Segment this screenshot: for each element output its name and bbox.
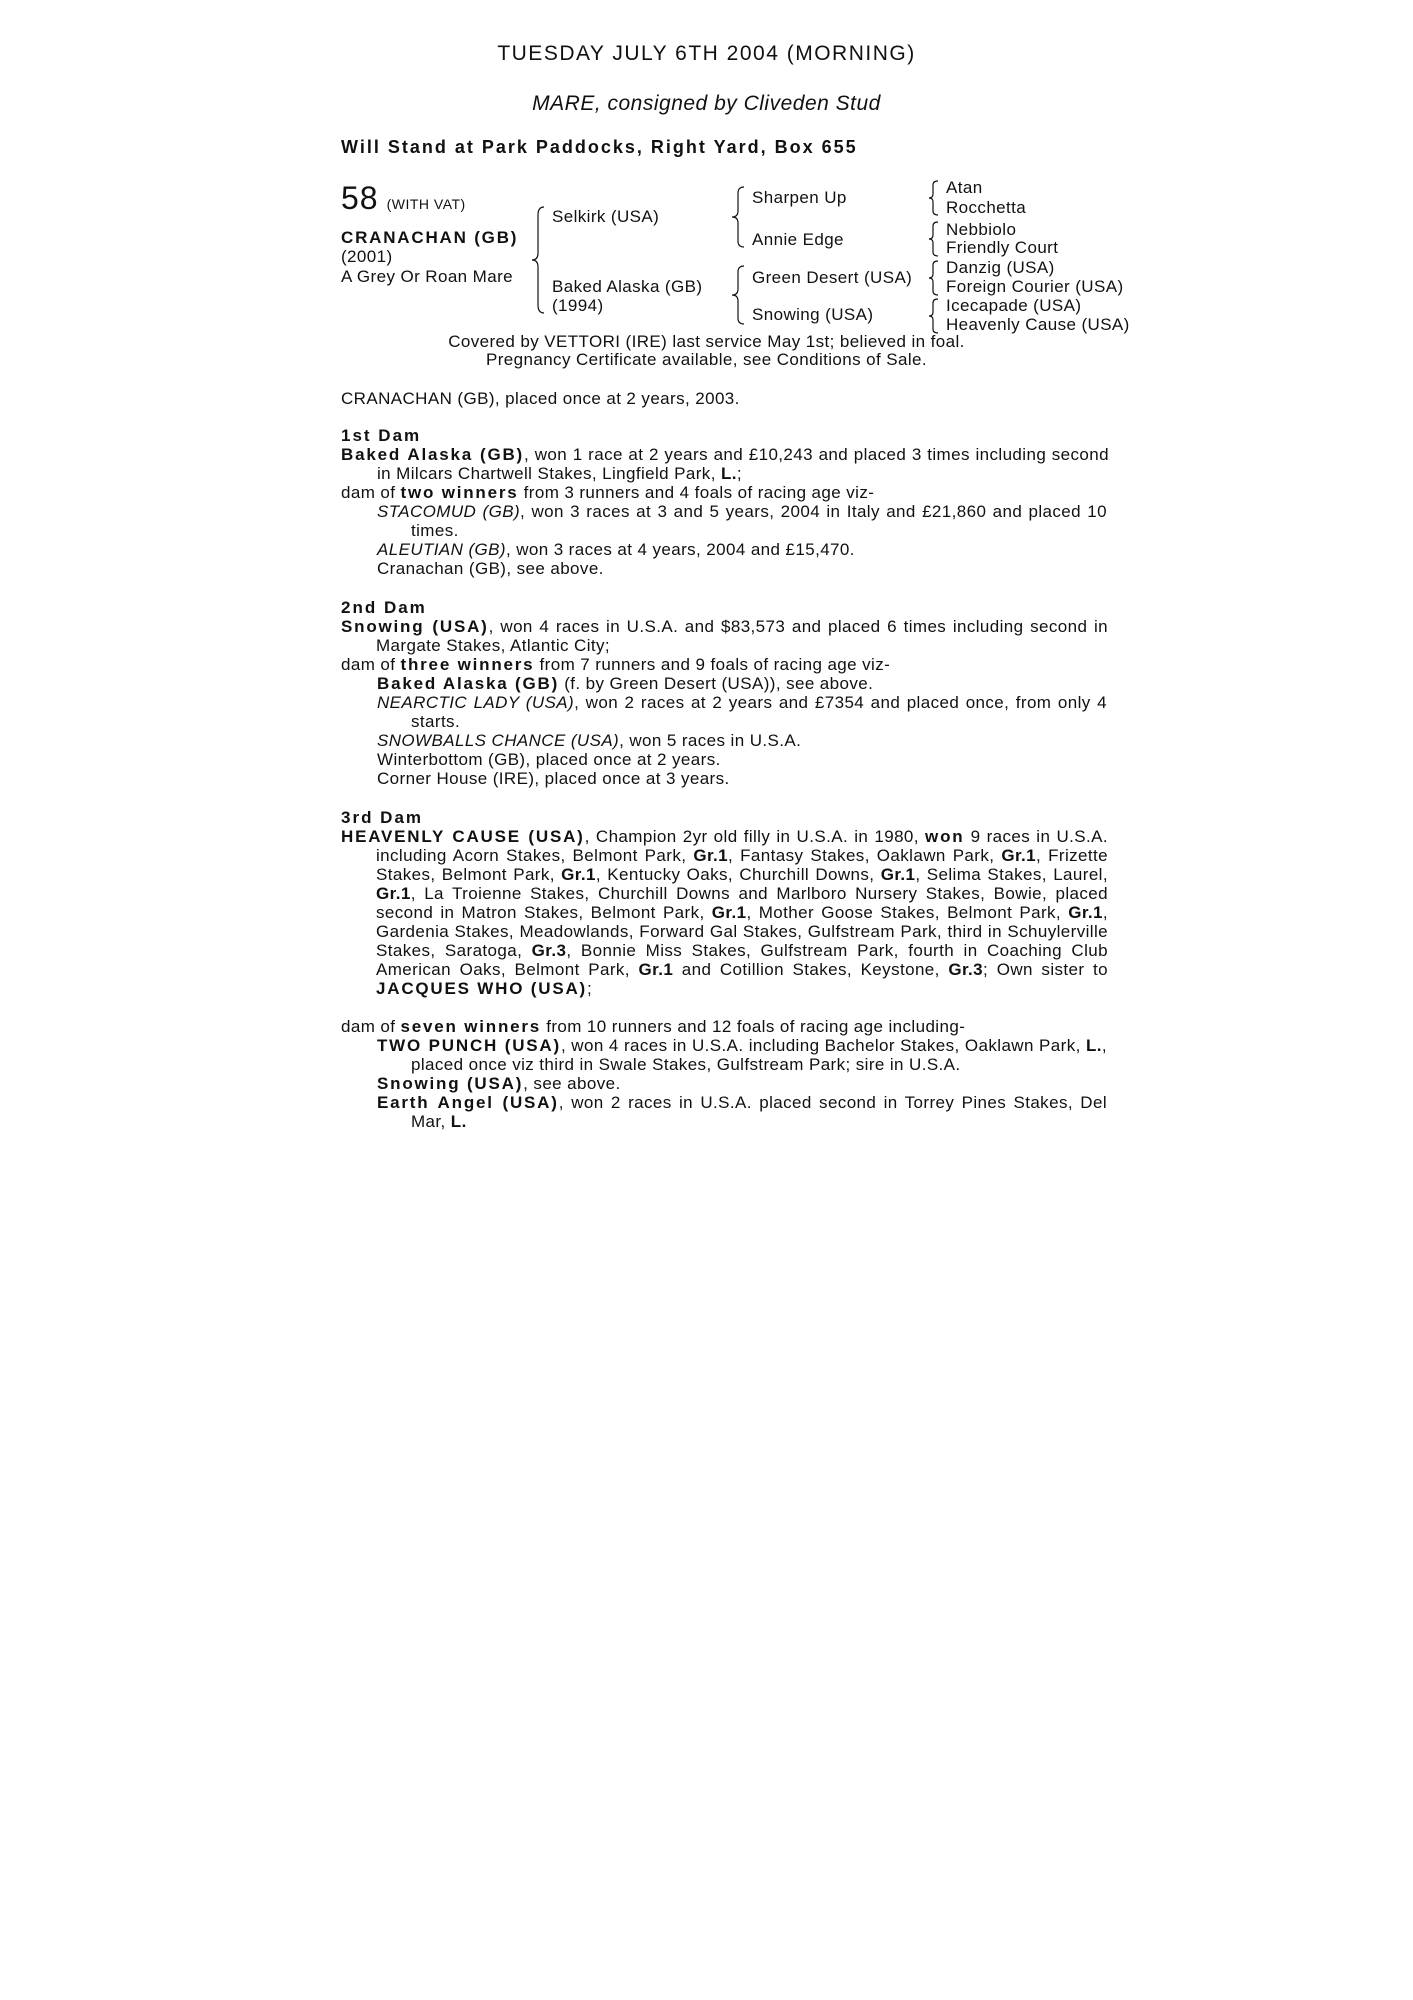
pedigree-dam: Baked Alaska (GB): [552, 277, 703, 296]
first-dam-produce-2: [377, 540, 855, 560]
second-dam-heading: 2nd Dam: [341, 598, 427, 617]
second-dam-produce-2: [377, 693, 1107, 731]
third-dam-r12: ; Own sister to: [983, 960, 1108, 979]
third-dam-of-post: from 10 runners and 12 foals of racing age including-: [541, 1017, 966, 1036]
brace-dam: [730, 264, 750, 326]
pedigree-dam-dam: Snowing (USA): [752, 305, 874, 324]
brace-main: [530, 205, 550, 315]
pedigree-g4: Friendly Court: [946, 238, 1059, 257]
first-dam-of-post: from 3 runners and 4 foals of racing age viz-: [518, 483, 875, 502]
third-dam-record: [341, 827, 1108, 998]
horse-name: CRANACHAN (GB): [341, 228, 519, 247]
vat-label: (WITH VAT): [386, 196, 466, 212]
third-dam-gr1d: Gr.1: [880, 865, 916, 884]
second-dam-produce-3: [377, 731, 801, 751]
pedigree-dam-sire: Green Desert (USA): [752, 268, 913, 287]
pedigree-g5: Danzig (USA): [946, 258, 1055, 277]
second-dam-of-post: from 7 runners and 9 foals of racing age viz-: [534, 655, 891, 674]
third-dam-produce-1-text2: , placed once viz third in Swale Stakes, Gulfstream Park; sire in U.S.A.: [411, 1036, 1107, 1074]
lot-number: 58: [341, 180, 379, 216]
second-dam-produce-1-text: (f. by Green Desert (USA)), see above.: [559, 674, 874, 693]
pedigree-sire: Selkirk (USA): [552, 207, 660, 226]
third-dam-r4: , Frizette Stakes, Belmont Park,: [376, 846, 1108, 884]
first-dam-heading: 1st Dam: [341, 426, 422, 445]
second-dam-produce-2-text: , won 2 races at 2 years and £7354 and placed once, from only 4 starts.: [411, 693, 1107, 731]
third-dam-r6: , Selima Stakes, Laurel,: [915, 865, 1108, 884]
stand-location: Will Stand at Park Paddocks, Right Yard, Box 655: [341, 137, 858, 157]
first-dam-record-end: ;: [736, 464, 743, 483]
second-dam-produce-1-name: Baked Alaska (GB): [377, 674, 560, 693]
third-dam-r1: , Champion 2yr old filly in U.S.A. in 1980,: [584, 827, 926, 846]
pedigree-g8: Heavenly Cause (USA): [946, 315, 1130, 334]
third-dam-heading: 3rd Dam: [341, 808, 424, 827]
third-dam-sister: JACQUES WHO (USA): [376, 979, 587, 998]
second-dam-winners: three winners: [400, 655, 535, 674]
third-dam-produce-3-grade: L.: [450, 1112, 467, 1131]
third-dam-produce-3-name: Earth Angel (USA): [377, 1093, 559, 1112]
first-dam-name: Baked Alaska (GB): [341, 445, 525, 464]
second-dam-produce-3-text: , won 5 races in U.S.A.: [619, 731, 802, 750]
second-dam-produce-4: Winterbottom (GB), placed once at 2 years.: [377, 750, 721, 769]
first-dam-produce-line: [341, 483, 874, 503]
covered-line: Covered by VETTORI (IRE) last service May 1st; believed in foal.: [448, 332, 965, 351]
first-dam-record: [341, 445, 1109, 483]
second-dam-record-text: , won 4 races in U.S.A. and $83,573 and placed 6 times including second in Margate Stakes, Atlantic City;: [376, 617, 1108, 655]
third-dam-gr1h: Gr.1: [638, 960, 674, 979]
second-dam-produce-3-name: SNOWBALLS CHANCE (USA): [377, 731, 620, 750]
first-dam-produce-1-name: STACOMUD (GB): [377, 502, 521, 521]
third-dam-r10: , Bonnie Miss Stakes, Gulfstream Park, fourth in Coaching Club American Oaks, Belmont Park,: [376, 941, 1108, 979]
third-dam-gr1g: Gr.1: [1068, 903, 1103, 922]
first-dam-grade: L.: [720, 464, 737, 483]
pedigree-g2: Rocchetta: [946, 198, 1027, 217]
first-dam-produce-2-name: ALEUTIAN (GB): [377, 540, 506, 559]
third-dam-gr1c: Gr.1: [561, 865, 596, 884]
second-dam-produce-line: [341, 655, 890, 675]
pedigree-g1: Atan: [946, 178, 983, 197]
third-dam-winners: seven winners: [400, 1017, 542, 1036]
third-dam-r11: and Cotillion Stakes, Keystone,: [673, 960, 949, 979]
third-dam-gr3b: Gr.3: [948, 960, 984, 979]
second-dam-produce-2-name: NEARCTIC LADY (USA): [377, 693, 575, 712]
brace-g2: [927, 220, 943, 258]
second-dam-produce-5: Corner House (IRE), placed once at 3 years.: [377, 769, 730, 788]
pedigree-g6: Foreign Courier (USA): [946, 277, 1124, 296]
third-dam-r9: , Gardenia Stakes, Meadowlands, Forward Gal Stakes, Gulfstream Park, third in Schuylerville Stakes, Saratoga,: [376, 903, 1109, 960]
horse-year: (2001): [341, 247, 393, 266]
first-dam-produce-1-text: , won 3 races at 3 and 5 years, 2004 in Italy and £21,860 and placed 10 times.: [411, 502, 1108, 540]
third-dam-r8: , Mother Goose Stakes, Belmont Park,: [746, 903, 1069, 922]
brace-g3: [927, 259, 943, 297]
third-dam-gr1a: Gr.1: [693, 846, 729, 865]
third-dam-produce-1-name: TWO PUNCH (USA): [377, 1036, 561, 1055]
third-dam-produce-1-text: , won 4 races in U.S.A. including Bachelor Stakes, Oaklawn Park,: [560, 1036, 1086, 1055]
consignor-line: MARE, consigned by Cliveden Stud: [532, 92, 881, 115]
third-dam-r5: , Kentucky Oaks, Churchill Downs,: [595, 865, 881, 884]
pedigree-sire-dam: Annie Edge: [752, 230, 844, 249]
pedigree-sire-sire: Sharpen Up: [752, 188, 847, 207]
third-dam-produce-3: [377, 1093, 1107, 1131]
third-dam-gr3a: Gr.3: [531, 941, 567, 960]
horse-description: A Grey Or Roan Mare: [341, 267, 513, 286]
horse-summary: CRANACHAN (GB), placed once at 2 years, 2003.: [341, 389, 740, 408]
third-dam-produce-3-text: , won 2 races in U.S.A. placed second in Torrey Pines Stakes, Del Mar,: [411, 1093, 1108, 1131]
first-dam-produce-2-text: , won 3 races at 4 years, 2004 and £15,470.: [505, 540, 855, 559]
first-dam-record-text: , won 1 race at 2 years and £10,243 and placed 3 times including second in Milcars Chartwell Stakes, Lingfield Park,: [377, 445, 1109, 483]
brace-g4: [927, 297, 943, 335]
first-dam-winners: two winners: [400, 483, 519, 502]
third-dam-produce-1: [377, 1036, 1107, 1074]
first-dam-produce-3: Cranachan (GB), see above.: [377, 559, 604, 578]
second-dam-record: [341, 617, 1108, 655]
third-dam-gr1f: Gr.1: [711, 903, 747, 922]
second-dam-produce-1: [377, 674, 873, 694]
third-dam-r3: , Fantasy Stakes, Oaklawn Park,: [728, 846, 1002, 865]
third-dam-produce-2-name: Snowing (USA): [377, 1074, 524, 1093]
brace-g1: [927, 179, 943, 217]
sale-date: TUESDAY JULY 6TH 2004 (MORNING): [497, 42, 916, 65]
pedigree-dam-year: (1994): [552, 296, 604, 315]
third-dam-r1b: won: [925, 827, 965, 846]
pedigree-g7: Icecapade (USA): [946, 296, 1082, 315]
third-dam-r7: , La Troienne Stakes, Churchill Downs and Marlboro Nursery Stakes, Bowie, placed second in Matron Stakes, Belmont Park,: [376, 884, 1108, 922]
third-dam-gr1b: Gr.1: [1001, 846, 1037, 865]
third-dam-gr1e: Gr.1: [376, 884, 411, 903]
third-dam-r13: ;: [587, 979, 593, 998]
third-dam-produce-2-text: , see above.: [523, 1074, 621, 1093]
third-dam-of-pre: dam of: [341, 1017, 401, 1036]
pedigree-g3: Nebbiolo: [946, 220, 1017, 239]
pregnancy-line: Pregnancy Certificate available, see Conditions of Sale.: [485, 350, 928, 369]
lot-number-line: [341, 180, 466, 217]
third-dam-produce-2: [377, 1074, 621, 1094]
first-dam-produce-1: [377, 502, 1107, 540]
third-dam-name: HEAVENLY CAUSE (USA): [341, 827, 585, 846]
first-dam-of-pre: dam of: [341, 483, 401, 502]
third-dam-produce-1-grade: L.: [1085, 1036, 1102, 1055]
brace-sire: [730, 185, 750, 249]
third-dam-r2: 9 races in U.S.A. including Acorn Stakes, Belmont Park,: [376, 827, 1108, 865]
second-dam-name: Snowing (USA): [341, 617, 489, 636]
third-dam-produce-line: [341, 1017, 965, 1037]
second-dam-of-pre: dam of: [341, 655, 401, 674]
